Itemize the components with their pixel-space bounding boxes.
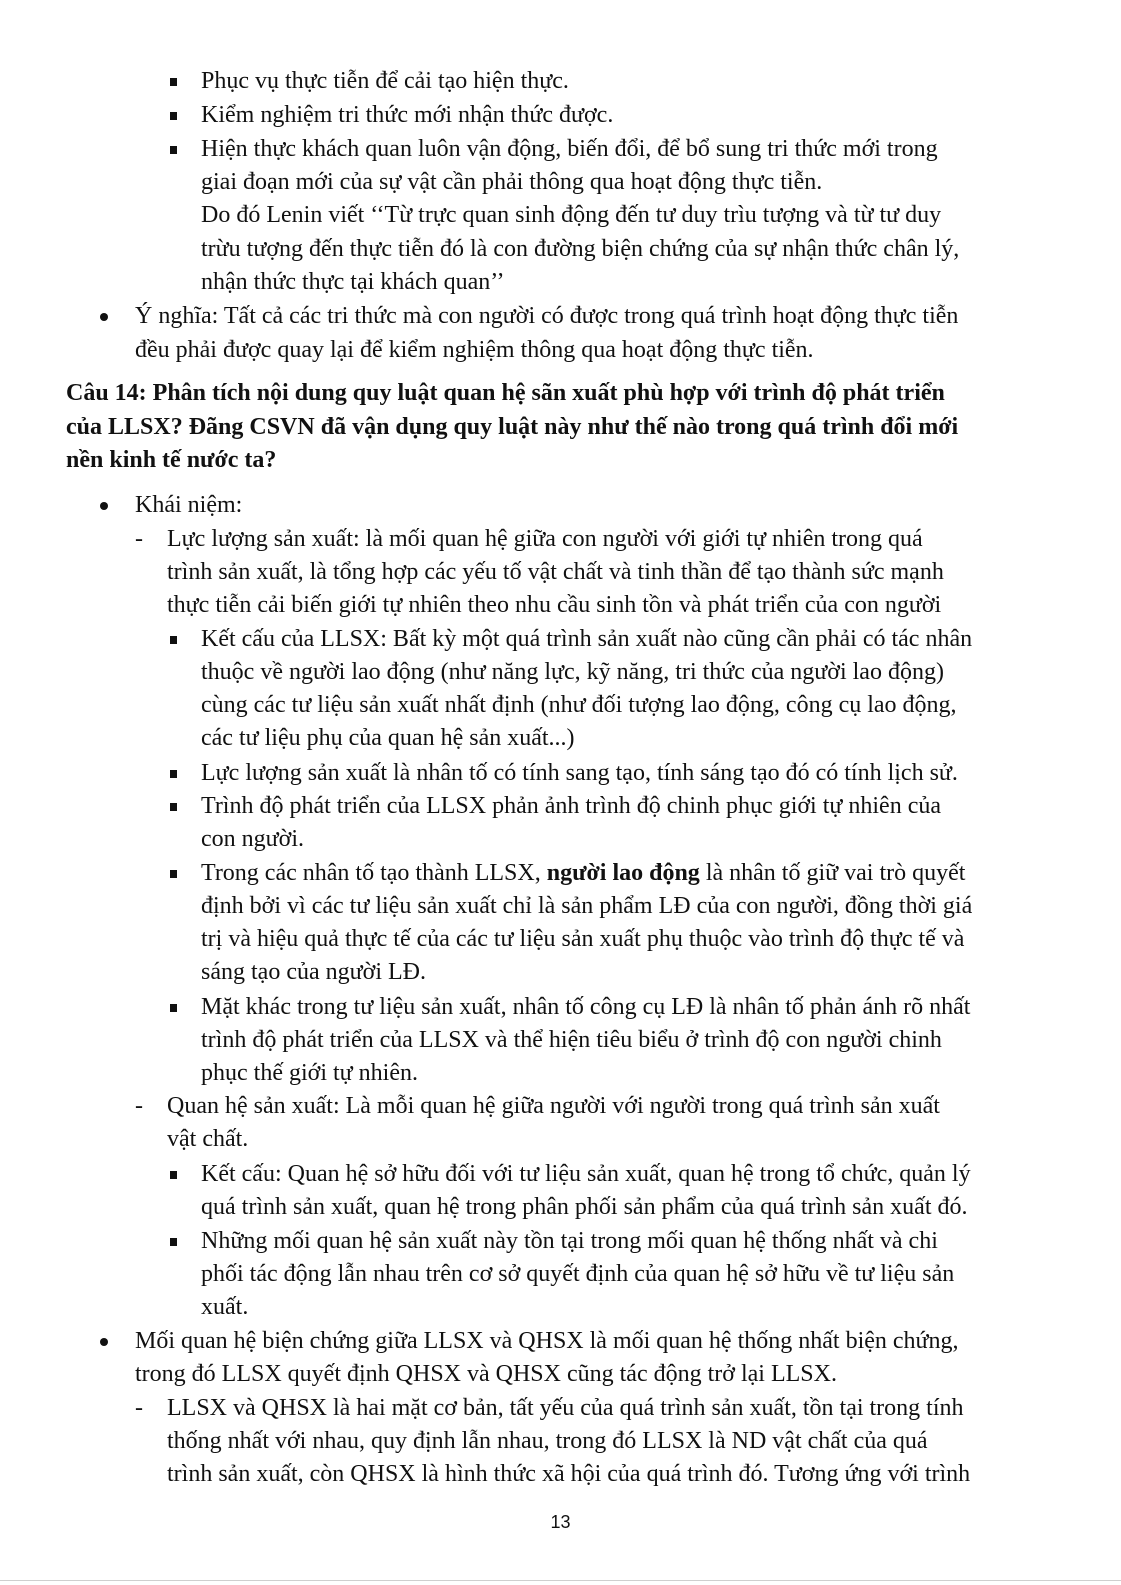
text-line: Những mối quan hệ sản xuất này tồn tại trong mối quan hệ thống nhất và chi	[201, 1228, 938, 1254]
text-line	[201, 857, 965, 890]
dash-marker: -	[135, 1093, 143, 1119]
square-bullet-icon	[170, 1238, 177, 1246]
dash-marker: -	[135, 526, 143, 552]
text-line: phục thế giới tự nhiên.	[201, 1060, 418, 1086]
text-line: Kết cấu của LLSX: Bất kỳ một quá trình sản xuất nào cũng cần phải có tác nhân	[201, 626, 973, 652]
text-line: Phục vụ thực tiễn để cải tạo hiện thực.	[201, 68, 569, 94]
text-line: các tư liệu phụ của quan hệ sản xuất...)	[201, 725, 575, 751]
text-line: vật chất.	[167, 1126, 249, 1152]
text-line: thực tiễn cải biến giới tự nhiên theo nhu cầu sinh tồn và phát triển của con người	[167, 592, 942, 618]
text-line: trừu tượng đến thực tiễn đó là con đường biện chứng của sự nhận thức chân lý,	[201, 236, 960, 262]
text-line: thuộc về người lao động (như năng lực, kỹ năng, tri thức của người lao động)	[201, 659, 944, 685]
text-line: con người.	[201, 826, 305, 852]
text-line: Ý nghĩa: Tất cả các tri thức mà con người có được trong quá trình hoạt động thực tiễn	[135, 303, 959, 329]
square-bullet-icon	[170, 636, 177, 644]
text-line: LLSX và QHSX là hai mặt cơ bản, tất yếu của quá trình sản xuất, tồn tại trong tính	[167, 1395, 964, 1421]
text-line: Kết cấu: Quan hệ sở hữu đối với tư liệu sản xuất, quan hệ trong tổ chức, quản lý	[201, 1161, 971, 1187]
text-line: nhận thức thực tại khách quan’’	[201, 269, 505, 295]
square-bullet-icon	[170, 1171, 177, 1179]
text-segment: là nhân tố giữ vai trò quyết	[699, 860, 966, 886]
square-bullet-icon	[170, 112, 177, 120]
square-bullet-icon	[170, 870, 177, 878]
square-bullet-icon	[170, 770, 177, 778]
text-line: Trình độ phát triển của LLSX phản ảnh trình độ chinh phục giới tự nhiên của	[201, 793, 942, 819]
text-line: trị và hiệu quả thực tế của các tư liệu sản xuất phụ thuộc vào trình độ thực tế và	[201, 926, 965, 952]
emphasis-text: người lao động	[546, 860, 700, 886]
text-line: trình sản xuất, còn QHSX là hình thức xã hội của quá trình đó. Tương ứng với trình	[167, 1461, 971, 1487]
text-line: Lực lượng sản xuất: là mối quan hệ giữa con người với giới tự nhiên trong quá	[167, 526, 923, 552]
square-bullet-icon	[170, 146, 177, 154]
text-line: Hiện thực khách quan luôn vận động, biến đổi, để bổ sung tri thức mới trong	[201, 136, 938, 162]
text-segment: Trong các nhân tố tạo thành LLSX,	[201, 860, 547, 886]
round-bullet-icon	[100, 313, 108, 321]
text-line: sáng tạo của người LĐ.	[201, 959, 426, 985]
square-bullet-icon	[170, 803, 177, 811]
text-line: giai đoạn mới của sự vật cần phải thông qua hoạt động thực tiễn.	[201, 169, 823, 195]
question-heading: Câu 14: Phân tích nội dung quy luật quan hệ sãn xuất phù hợp với trình độ phát triển	[66, 380, 945, 406]
text-line: trình sản xuất, là tổng hợp các yếu tố vật chất và tinh thần để tạo thành sức mạnh	[167, 559, 944, 585]
text-line: trong đó LLSX quyết định QHSX và QHSX cũng tác động trở lại LLSX.	[135, 1361, 837, 1387]
text-line: Mối quan hệ biện chứng giữa LLSX và QHSX là mối quan hệ thống nhất biện chứng,	[135, 1328, 959, 1354]
text-line: xuất.	[201, 1294, 249, 1320]
text-line: đều phải được quay lại để kiểm nghiệm thông qua hoạt động thực tiễn.	[135, 337, 814, 363]
round-bullet-icon	[100, 1338, 108, 1346]
page-bottom-divider	[0, 1580, 1121, 1581]
text-line: Do đó Lenin viết ‘‘Từ trực quan sinh động đến tư duy trìu tượng và từ tư duy	[201, 202, 942, 228]
text-line: Lực lượng sản xuất là nhân tố có tính sang tạo, tính sáng tạo đó có tính lịch sử.	[201, 760, 958, 786]
dash-marker: -	[135, 1395, 143, 1421]
square-bullet-icon	[170, 1004, 177, 1012]
square-bullet-icon	[170, 78, 177, 86]
text-line: Mặt khác trong tư liệu sản xuất, nhân tố công cụ LĐ là nhân tố phản ánh rõ nhất	[201, 994, 971, 1020]
text-line: định bởi vì các tư liệu sản xuất chỉ là sản phẩm LĐ của con người, đồng thời giá	[201, 893, 973, 919]
text-line: phối tác động lẫn nhau trên cơ sở quyết định của quan hệ sở hữu về tư liệu sản	[201, 1261, 955, 1287]
text-line: Quan hệ sản xuất: Là mỗi quan hệ giữa người với người trong quá trình sản xuất	[167, 1093, 940, 1119]
text-line: cùng các tư liệu sản xuất nhất định (như đối tượng lao động, công cụ lao động,	[201, 692, 957, 718]
question-heading: nền kinh tế nước ta?	[66, 447, 277, 473]
page-number: 13	[550, 1512, 571, 1532]
question-heading: của LLSX? Đãng CSVN đã vận dụng quy luật này như thế nào trong quá trình đổi mới	[66, 414, 959, 440]
text-line: thống nhất với nhau, quy định lẫn nhau, trong đó LLSX là ND vật chất của quá	[167, 1428, 928, 1454]
text-line: quá trình sản xuất, quan hệ trong phân phối sản phẩm của quá trình sản xuất đó.	[201, 1194, 968, 1220]
text-line: Khái niệm:	[135, 492, 243, 518]
round-bullet-icon	[100, 502, 108, 510]
text-line: Kiểm nghiệm tri thức mới nhận thức được.	[201, 102, 614, 128]
text-line: trình độ phát triển của LLSX và thể hiện tiêu biểu ở trình độ con người chinh	[201, 1027, 942, 1053]
